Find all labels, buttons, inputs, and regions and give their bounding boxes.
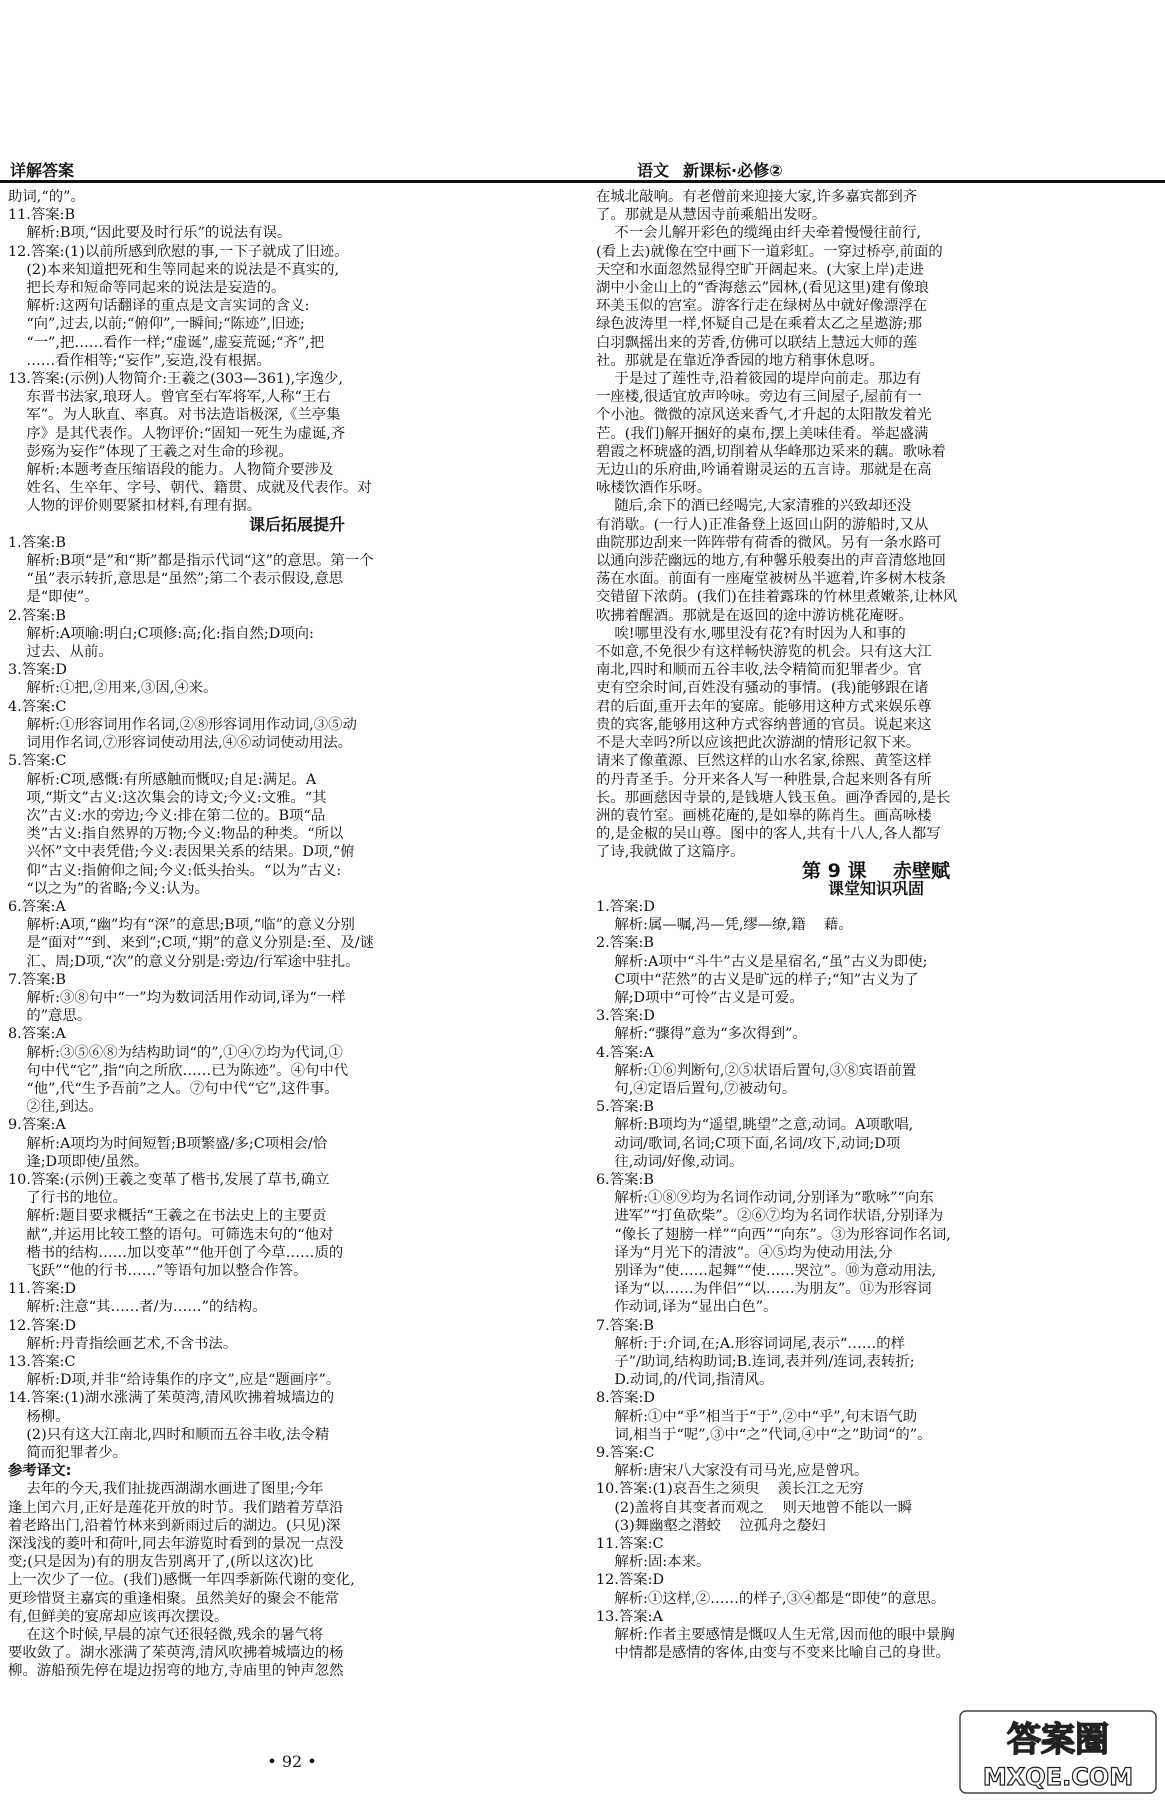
text-line: 解析:题目要求概括“王羲之在书法史上的主要贡 (8, 1208, 327, 1225)
watermark-logo-text: 答案圈 (1007, 1720, 1109, 1760)
text-line: 吹拂着醒酒。那就是在返回的途中游访桃花庵呀。 (596, 607, 913, 624)
text-line: 请来了像董源、巨然这样的山水名家,徐熙、黄筌这样 (596, 753, 932, 770)
text-line: 12.答案:(1)以前所感到欣慰的事,一下子就成了旧迹。 (8, 243, 349, 260)
text-line: 词用作名词,⑦形容词使动用法,④⑥动词使动用法。 (8, 735, 353, 752)
text-line: 次”古义:水的旁边;今义:排在第二位的。B项“品 (8, 807, 326, 824)
text-line: 解析:①把,②用来,③因,④来。 (8, 680, 218, 697)
text-line: 13.答案:C (8, 1354, 76, 1370)
text-line: 14.答案:(1)湖水涨满了茱萸湾,清风吹拂着城墙边的 (8, 1390, 335, 1407)
text-line: 有,但鲜美的宴席却应该再次摆设。 (8, 1608, 229, 1625)
text-line: “他”,代“生予吾前”之人。⑦句中代“它”,这件事。 (8, 1080, 339, 1097)
text-line: 咏楼饮酒作乐呀。 (596, 480, 712, 497)
text-line: 解析:A项,“幽”均有“深”的意思;B项,“临”的意义分别 (8, 917, 355, 934)
text-line: 6.答案:B (596, 1171, 654, 1188)
text-line: 词,相当于“呢”,③中“之”代词,④中“之”助词“的”。 (596, 1426, 932, 1443)
text-line: 2.答案:B (596, 935, 654, 952)
text-line: 天空和水面忽然显得空旷开阔起来。(大家上岸)走进 (596, 261, 924, 278)
text-line: 解析:丹青指绘画艺术,不含书法。 (8, 1335, 238, 1352)
text-line: 句中代“它”,指“向之所欣……已为陈迹”。④句中代 (8, 1062, 349, 1079)
text-line: 类”古义:指自然界的万物;今义:物品的种类。“所以 (8, 826, 344, 843)
text-line: 于是过了莲性寺,沿着筱园的堤岸向前走。那边有 (596, 371, 922, 388)
watermark-logo (958, 1709, 1158, 1795)
text-line: 东晋书法家,琅玡人。曾官至右军将军,人称“王右 (8, 389, 331, 406)
text-line: 环美玉似的宫室。游客行走在绿树丛中就好像漂浮在 (596, 298, 927, 315)
text-line: 7.答案:B (596, 1317, 654, 1334)
text-line: 中情都是感情的客体,由变与不变来比喻自己的身世。 (596, 1645, 950, 1662)
text-line: 碧霞之杯琥盛的酒,切削着从华峰那边采来的藕。歌咏着 (596, 443, 946, 460)
text-line: 解析:A项中“斗牛”古义是星宿名,“虽”古义为即使; (596, 953, 928, 970)
text-line: 子”/助词,结构助词;B.连词,表并列/连词,表转折; (596, 1354, 915, 1370)
text-line: 长。那画慈因寺景的,是钱塘人钱玉鱼。画净香园的,是长 (596, 789, 951, 806)
page-number: • 92 • (267, 1752, 317, 1771)
text-line: “像长了翅膀一样”“向西”“向东”。③为形容词作名词, (596, 1226, 951, 1243)
text-line: 解析:C项,感慨:有所感触而慨叹;自足:满足。A (8, 771, 317, 788)
text-line: 9.答案:C (596, 1445, 655, 1462)
reference-heading: 参考译文: (8, 1463, 72, 1480)
text-line: “虽”表示转折,意思是“虽然”;第二个表示假设,意思 (8, 571, 344, 588)
text-line: 军”。为人耿直、率真。对书法造诣极深,《兰亭集 (8, 407, 341, 424)
text-line: 过去、从前。 (8, 644, 113, 661)
text-line: 5.答案:C (8, 753, 67, 770)
text-line: 3.答案:D (596, 1008, 655, 1025)
text-line: 是“面对”“到、来到”;C项,“期”的意义分别是:至、及/谜 (8, 935, 375, 952)
text-line: 12.答案:D (596, 1572, 665, 1589)
text-line: 3.答案:D (8, 662, 67, 679)
text-line: 了。那就是从慧因寺前乘船出发呀。 (596, 207, 827, 224)
text-line: 解析:①⑥判断句,②⑤状语后置句,③⑧宾语前置 (596, 1062, 917, 1079)
text-line: 人物的评价则要紧扣材料,有理有据。 (8, 498, 262, 515)
text-line: 深浅浅的菱叶和荷叶,同去年游览时看到的景况一点没 (8, 1536, 344, 1553)
header-rule (0, 180, 1165, 183)
text-line: 11.答案:B (8, 207, 76, 224)
text-line: 7.答案:B (8, 971, 66, 988)
text-line: 解析:唐宋八大家没有司马光,应是曾巩。 (596, 1463, 869, 1480)
text-line: 兴怀”文中表凭借;今义:表因果关系的结果。D项,“俯 (8, 844, 355, 861)
text-line: 作动词,译为“显出白色”。 (596, 1299, 778, 1316)
text-line: (看上去)就像在空中画下一道彩虹。一穿过桥亭,前面的 (596, 243, 943, 260)
text-line: 着老路出门,沿着竹林来到新雨过后的湖边。(只见)深 (8, 1517, 341, 1534)
text-line: C项中“茫然”的古义是旷远的样子;“知”古义为了 (596, 971, 919, 988)
text-line: 交错留下浓荫。(我们)在挂着露珠的竹林里煮嫩茶,让林风 (596, 589, 958, 606)
text-line: 逢上闰六月,正好是莲花开放的时节。我们踏着芳草沿 (8, 1499, 344, 1516)
text-line: “向”,过去,以前;“俯仰”,一瞬间;“陈迹”,旧迹; (8, 316, 305, 333)
text-line: 去年的今天,我们扯拢西湖湖水画进了图里;今年 (8, 1481, 324, 1498)
text-line: 仰”古义:指俯仰之间;今义:低头抬头。“以为”古义: (8, 862, 342, 879)
text-line: 解析:①这样,②……的样子,③④都是“即使”的意思。 (596, 1590, 946, 1607)
text-line: 杨柳。 (8, 1408, 70, 1425)
text-line: 解析:“骤得”意为“多次得到”。 (596, 1026, 807, 1043)
text-line: 一座楼,很适宜放声吟咏。旁边有三间屋子,屋前有一 (596, 389, 922, 406)
text-line: 解析:①中“乎”相当于“于”,②中“乎”,句末语气助 (596, 1408, 918, 1425)
text-line: 绿色波涛里一样,怀疑自己是在乘着太乙之星遨游;那 (596, 316, 923, 333)
text-line: 把长寿和短命等同起来的说法是妄造的。 (8, 280, 286, 297)
text-line: 社。那就是在靠近净香园的地方稍事休息呀。 (596, 352, 884, 369)
text-line: 彭殇为妄作”体现了王羲之对生命的珍视。 (8, 443, 293, 460)
text-line: “以之为”的省略;今义:认为。 (8, 880, 210, 897)
text-line: 随后,余下的酒已经喝完,大家清雅的兴致却还没 (596, 498, 912, 515)
text-line: 往,动词/好像,动词。 (596, 1153, 744, 1170)
text-line: 的,是金椒的吴山尊。图中的客人,共有十八人,各人都写 (596, 826, 941, 843)
text-line: 芒。(我们)解开捆好的桌布,摆上美味佳肴。举起盛满 (596, 425, 929, 442)
text-line: 解析:①形容词用作名词,②⑧形容词用作动词,③⑤动 (8, 716, 357, 733)
text-line: 解析:属—嘱,冯—凭,缪—缭,籍 藉。 (596, 917, 853, 934)
text-line: “一”,把……看作一样;“虚诞”,虚妄荒诞;“齐”,把 (8, 334, 325, 351)
text-line: 个小池。微微的凉风送来香气,才升起的太阳散发着光 (596, 407, 932, 424)
text-line: 解析:③⑤⑥⑧为结构助词“的”,①④⑦均为代词,① (8, 1044, 343, 1061)
text-line: 解析:B项均为“遥望,眺望”之意,动词。A项歌唱, (596, 1117, 914, 1134)
text-line: 1.答案:B (8, 534, 66, 551)
text-line: 动词/歌词,名词;C项下面,名词/攻下,动词;D项 (596, 1135, 901, 1152)
text-line: (2)只有这大江南北,四时和顺而五谷丰收,法令精 (8, 1426, 330, 1443)
text-line: 序》是其代表作。人物评价:“固知一死生为虚诞,齐 (8, 425, 346, 442)
text-line: 变;(只是因为)有的朋友告别离开了,(所以这次)比 (8, 1554, 314, 1571)
text-line: 逢;D项即使/虽然。 (8, 1153, 149, 1170)
text-line: 5.答案:B (596, 1099, 654, 1116)
text-line: 解析:于:介词,在;A.形容词词尾,表示“……的样 (596, 1335, 905, 1352)
text-line: 6.答案:A (8, 898, 66, 915)
left-column (8, 188, 586, 1681)
text-line: 是“即使”。 (8, 589, 99, 606)
text-line: 南北,四时和顺而五谷丰收,法令精简而犯罪者少。官 (596, 662, 922, 679)
text-line: 不是大幸吗?所以应该把此次游湖的情形记叙下来。 (596, 735, 921, 752)
text-line: 柳。游船预先停在堤边拐弯的地方,寺庙里的钟声忽然 (8, 1663, 344, 1680)
text-line: 姓名、生卒年、字号、朝代、籍贯、成就及代表作。对 (8, 480, 372, 497)
text-line: 句,④定语后置句,⑦被动句。 (596, 1080, 797, 1097)
right-column (596, 188, 1156, 1662)
text-line: 荡在水面。前面有一座庵堂被树丛半遮着,许多树木枝条 (596, 571, 946, 588)
text-line: 解析:固:本来。 (596, 1554, 711, 1571)
header-subject: 语文 (637, 161, 670, 180)
text-line: 解析:A项喻:明白;C项修:高;化:指自然;D项向: (8, 625, 314, 642)
text-line: 解析:B项“是”和“斯”都是指示代词“这”的意思。第一个 (8, 553, 374, 570)
text-line: 13.答案:(示例)人物简介:王羲之(303—361),字逸少, (8, 371, 343, 388)
text-line: 译为“月光下的清波”。④⑤均为使动用法,分 (596, 1244, 893, 1261)
header-course-info (637, 158, 797, 181)
text-line: 解析:B项,“因此要及时行乐”的说法有误。 (8, 225, 292, 242)
text-line: 8.答案:D (596, 1390, 655, 1407)
text-line: 解析:这两句话翻译的重点是文言实词的含义: (8, 298, 310, 315)
text-line: 4.答案:A (596, 1044, 654, 1061)
text-line: 解析:①⑧⑨均为名词作动词,分别译为“歌咏”“向东 (596, 1190, 934, 1207)
text-line: 进军”“打鱼砍柴”。②⑥⑦均为名词作状语,分别译为 (596, 1208, 944, 1225)
text-line: (2)本来知道把死和生等同起来的说法是不真实的, (8, 261, 340, 278)
text-line: 8.答案:A (8, 1026, 66, 1043)
text-line: (3)舞幽壑之潜蛟 泣孤舟之嫠妇 (596, 1517, 826, 1534)
text-line: 的”意思。 (8, 1008, 92, 1025)
text-line: 不一会儿解开彩色的缆绳由纤夫牵着慢慢往前行, (596, 225, 922, 242)
text-line: 解析:注意“其……者/为……”的结构。 (8, 1299, 267, 1316)
text-line: 解析:③⑧句中“一”均为数词活用作动词,译为“一样 (8, 989, 346, 1006)
text-line: 的丹青圣手。分开来各人写一种胜景,合起来则各有所 (596, 771, 932, 788)
text-line: 君的后面,重开去年的宴席。能够用这种方式来娱乐尊 (596, 698, 932, 715)
text-line: 洲的袁竹室。画桃花庵的,是如皋的陈肖生。画高咏楼 (596, 807, 932, 824)
text-line: 4.答案:C (8, 698, 67, 715)
text-line: 唉!哪里没有水,哪里没有花?有时因为人和事的 (596, 625, 906, 642)
text-line: 解析:D项,并非“给诗集作的序文”,应是“题画序”。 (8, 1372, 341, 1389)
text-line: 12.答案:D (8, 1317, 77, 1334)
text-line: 2.答案:B (8, 607, 66, 624)
text-line: ②往,到达。 (8, 1099, 103, 1116)
lesson-title: 第 9 课 赤壁赋 (802, 859, 950, 882)
text-line: 别译为“使……起舞”“使……哭泣”。⑩为意动用法, (596, 1262, 937, 1279)
text-line: 要收敛了。湖水涨满了茱萸湾,清风吹拂着城墙边的杨 (8, 1645, 344, 1662)
text-line: 9.答案:A (8, 1117, 66, 1134)
page-header (0, 0, 1165, 186)
text-line: 飞跃”“他的行书……”等语句加以整合作答。 (8, 1262, 308, 1279)
text-line: 曲院那边刮来一阵阵带有荷香的微风。另有一条水路可 (596, 534, 942, 551)
text-line: 无边山的乐府曲,吟诵着谢灵运的五言诗。那就是在高 (596, 462, 932, 479)
text-line: 1.答案:D (596, 898, 655, 915)
text-line: 献”,并运用比较工整的语句。可筛选末句的“他对 (8, 1226, 334, 1243)
text-line: 在这个时候,早晨的凉气还很轻微,残余的暑气将 (8, 1627, 324, 1644)
text-line: 有消歇。(一行人)正准备登上返回山阴的游船时,又从 (596, 516, 929, 533)
section-heading: 课堂知识巩固 (827, 878, 924, 898)
text-line: (2)盖将自其变者而观之 则天地曾不能以一瞬 (596, 1499, 913, 1516)
text-line: 助词,“的”。 (8, 189, 85, 205)
text-line: 在城北敲响。有老僧前来迎接大家,许多嘉宾都到齐 (596, 189, 918, 205)
header-course: 新课标·必修② (683, 161, 783, 180)
text-line: 贵的宾客,能够用这种方式容纳普通的官员。说起来这 (596, 716, 932, 733)
text-line: 解析:A项均为时间短暂;B项繁盛/多;C项相会/恰 (8, 1135, 328, 1152)
text-line: 解析:作者主要感情是慨叹人生无常,因而他的眼中景胸 (596, 1627, 955, 1644)
section-heading: 课后拓展提升 (248, 514, 345, 534)
text-line: 汇、周;D项,“次”的意义分别是:旁边/行军途中驻扎。 (8, 953, 360, 970)
text-line: 上一次少了一位。(我们)感慨一年四季新陈代谢的变化, (8, 1572, 355, 1589)
text-line: 了诗,我就做了这篇序。 (596, 844, 745, 861)
watermark-url: MXQE.COM (982, 1763, 1134, 1791)
text-line: 湖中小金山上的“香海慈云”园林,(看见这里)建有像琅 (596, 280, 929, 297)
text-line: 11.答案:D (8, 1281, 77, 1298)
text-line: 楷书的结构……加以变革”“他开创了今草……质的 (8, 1244, 344, 1261)
text-line: 项,“斯文”古义:这次集会的诗文;今义:文雅。“其 (8, 789, 327, 806)
text-line: 吏有空余时间,百姓没有骚动的事情。(我)能够跟在诸 (596, 680, 929, 697)
text-line: 不如意,不免很少有这样畅快游览的机会。只有这大江 (596, 644, 932, 661)
text-line: 10.答案:(示例)王羲之变革了楷书,发展了草书,确立 (8, 1171, 330, 1188)
text-line: 解析:本题考查压缩语段的能力。人物简介要涉及 (8, 462, 334, 479)
text-line: 11.答案:C (596, 1536, 664, 1553)
text-line: D.动词,的/代词,指清风。 (596, 1372, 774, 1389)
text-line: 10.答案:(1)哀吾生之须臾 羡长江之无穷 (596, 1481, 864, 1498)
text-line: 简而犯罪者少。 (8, 1445, 128, 1462)
text-line: 了行书的地位。 (8, 1190, 128, 1207)
text-line: 白羽飘摇出来的芳香,仿佛可以联结上慧远大师的莲 (596, 334, 918, 351)
text-line: 以通向涉茫幽远的地方,有种馨乐般奏出的声音清悠地回 (596, 553, 946, 570)
text-line: 更珍惜贤主嘉宾的重逢相聚。虽然美好的聚会不能常 (8, 1590, 339, 1607)
header-section-label: 详解答案 (10, 161, 75, 180)
text-line: 13.答案:A (596, 1608, 663, 1625)
text-line: ……看作相等;“妄作”,妄造,没有根据。 (8, 352, 271, 369)
text-line: 解;D项中“可怜”古义是可爱。 (596, 989, 804, 1006)
text-line: 译为“以……为伴侣”“以……为朋友”。⑪为形容词 (596, 1281, 932, 1298)
